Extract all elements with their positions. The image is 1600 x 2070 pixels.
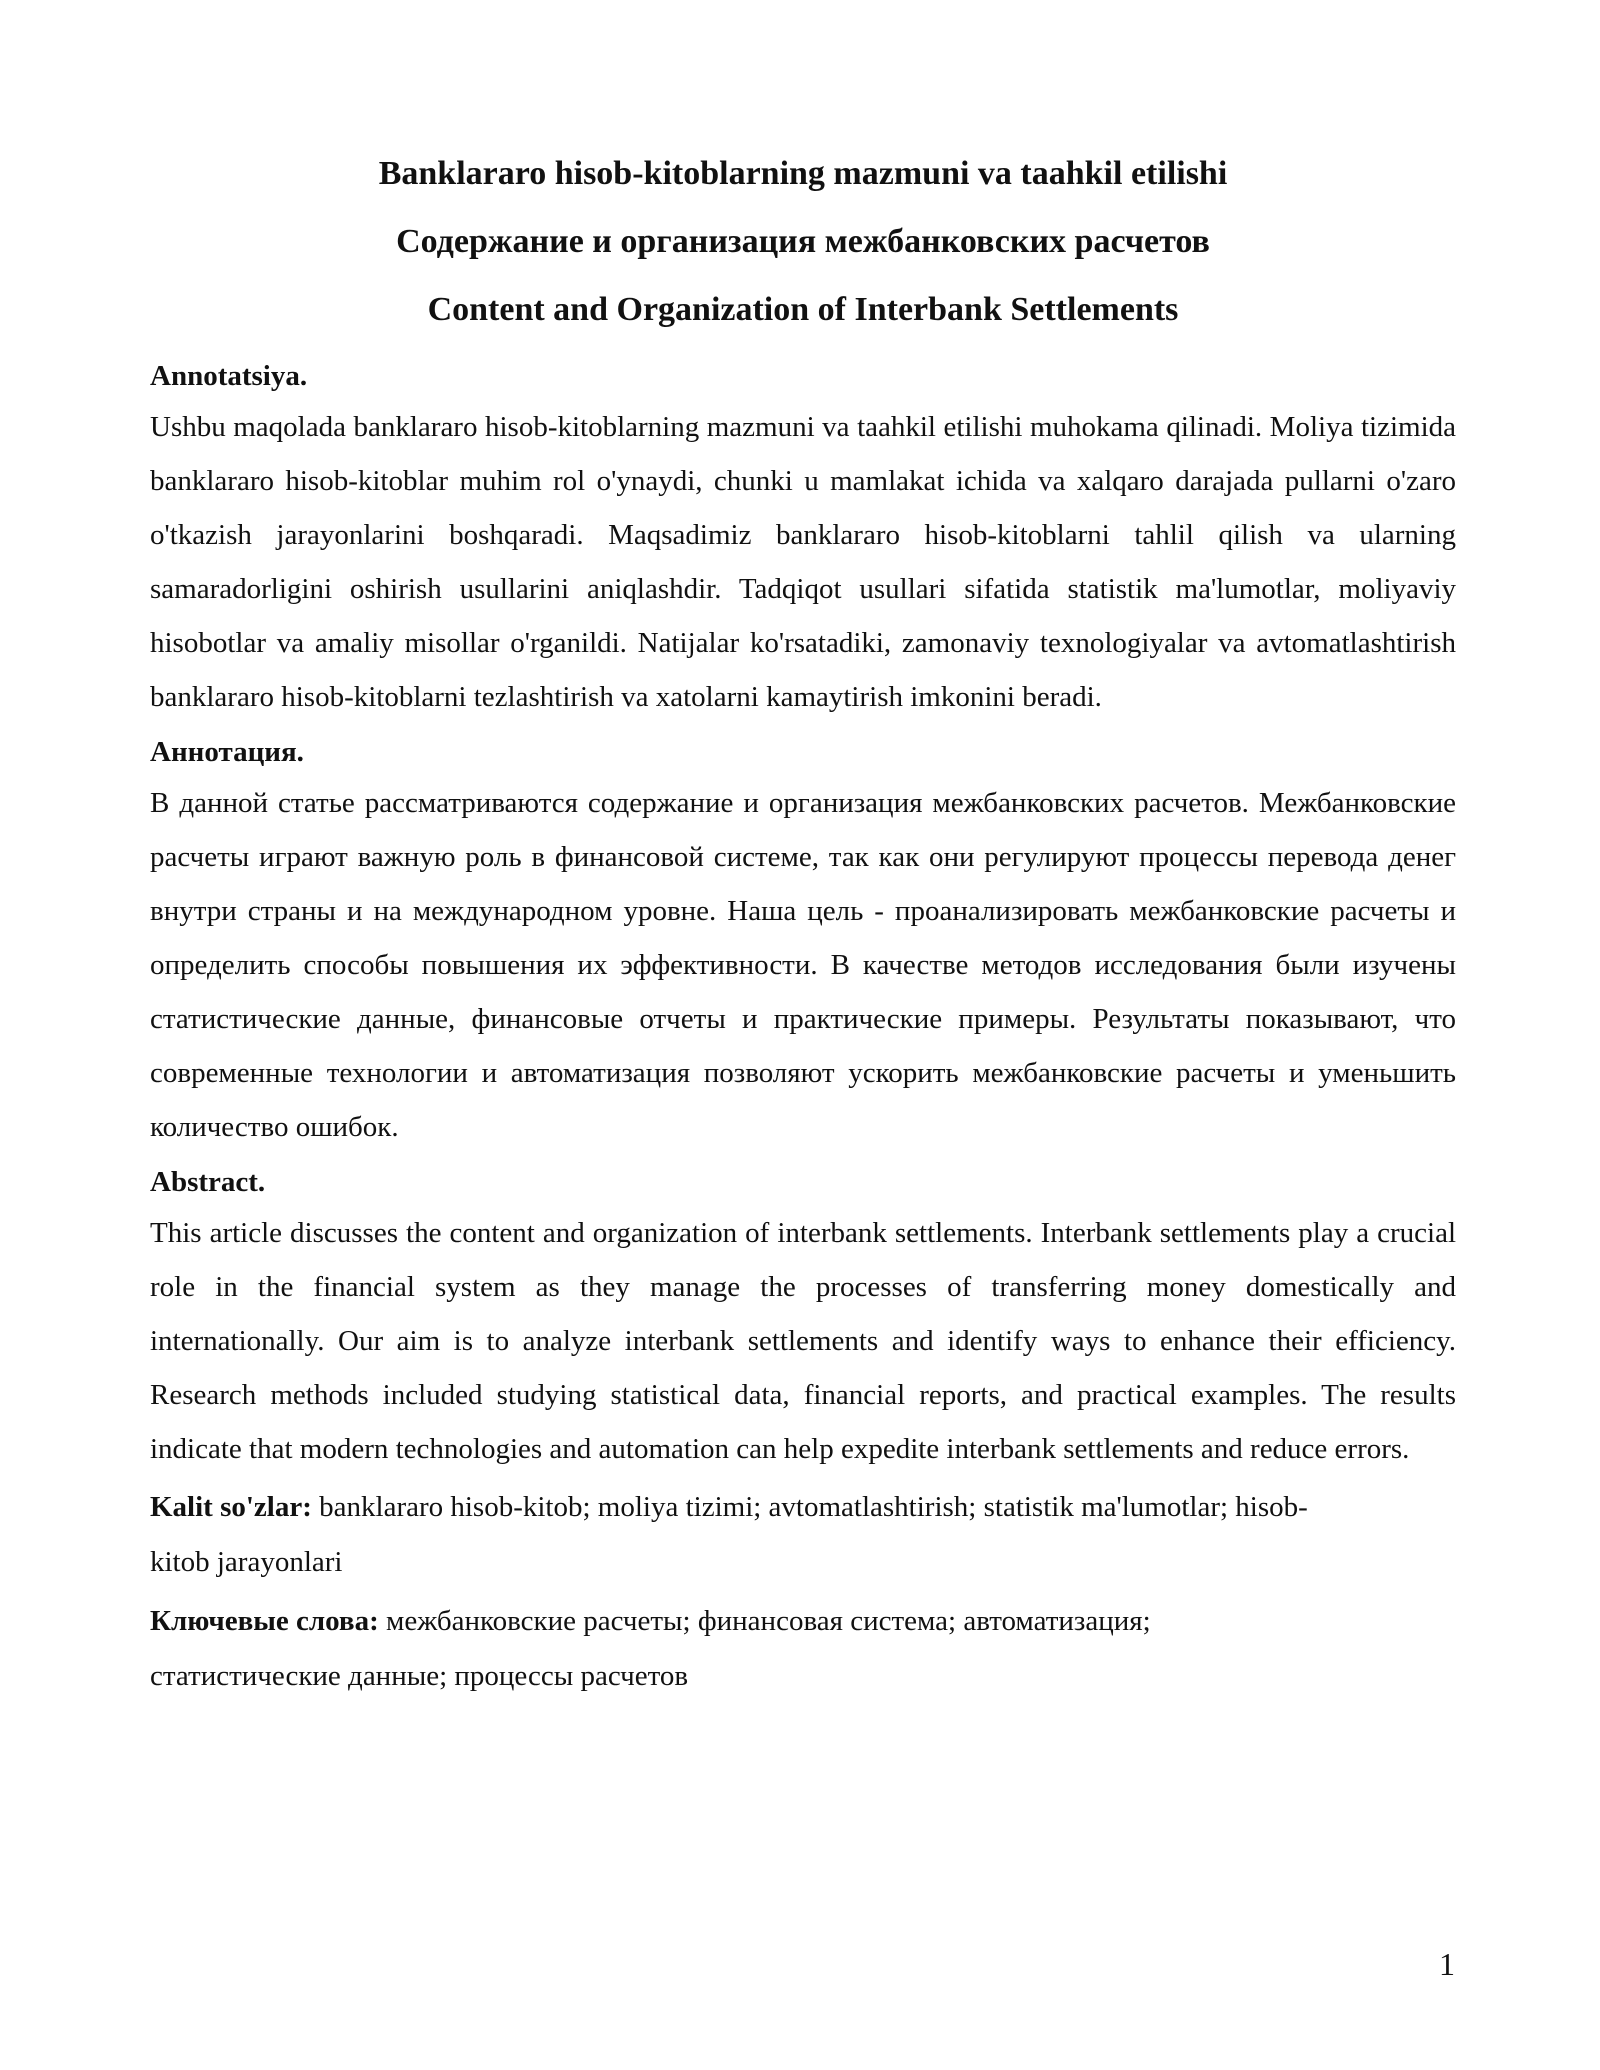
annotation-ru-heading: Аннотация. bbox=[150, 736, 304, 768]
keywords-ru-label: Ключевые слова: bbox=[150, 1605, 379, 1637]
title-uzbek: Banklararo hisob-kitoblarning mazmuni va taahkil etilishi bbox=[378, 155, 1228, 192]
annotation-uz-body: Ushbu maqolada banklararo hisob-kitoblarning mazmuni va taahkil etilishi muhokama qilinadi. Moliya tizimida banklararo hisob-kitoblar muhim rol o'ynaydi, chunki u mamlakat ichida va xalqaro darajada pullarni o'zaro o'tkazish jarayonlarini boshqaradi. Maqsadimiz banklararo hisob-kitoblarni tahlil qilish va ularning samaradorligini oshirish usullarini aniqlashdir. Tadqiqot usullari sifatida statistik ma'lumotlar, moliyaviy hisobotlar va amaliy misollar o'rganildi. Natijalar ko'rsatadiki, zamonaviy texnologiyalar va avtomatlashtirish banklararo hisob-kitoblarni tezlashtirish va xatolarni kamaytirish imkonini beradi. bbox=[150, 411, 1456, 713]
article-content bbox=[150, 352, 1456, 1708]
title-russian: Содержание и организация межбанковских расчетов bbox=[396, 223, 1210, 260]
abstract-en-body: This article discusses the content and organization of interbank settlements. Interbank settlements play a crucial role in the financial system as they manage the processes of transferring money domestically and internationally. Our aim is to analyze interbank settlements and identify ways to enhance their efficiency. Research methods included studying statistical data, financial reports, and practical examples. The results indicate that modern technologies and automation can help expedite interbank settlements and reduce errors. bbox=[150, 1217, 1456, 1465]
title-block bbox=[150, 140, 1456, 344]
keywords-ru-list-cont: статистические данные; процессы расчетов bbox=[150, 1660, 689, 1692]
keywords-uz-list-cont: kitob jarayonlari bbox=[150, 1546, 343, 1578]
page-number: 1 bbox=[1439, 1946, 1455, 1982]
abstract-en-heading: Abstract. bbox=[150, 1166, 266, 1198]
keywords-ru bbox=[150, 1594, 1456, 1704]
keywords-ru-list: межбанковские расчеты; финансовая система; автоматизация; bbox=[378, 1605, 1151, 1637]
title-english: Content and Organization of Interbank Settlements bbox=[427, 291, 1179, 328]
annotation-ru-body: В данной статье рассматриваются содержание и организация межбанковских расчетов. Межбанковские расчеты играют важную роль в финансовой системе, так как они регулируют процессы перевода денег внутри страны и на международном уровне. Наша цель - проанализировать межбанковские расчеты и определить способы повышения их эффективности. В качестве методов исследования были изучены статистические данные, финансовые отчеты и практические примеры. Результаты показывают, что современные технологии и автоматизация позволяют ускорить межбанковские расчеты и уменьшить количество ошибок. bbox=[150, 787, 1456, 1143]
annotation-uz-heading: Annotatsiya. bbox=[150, 360, 308, 392]
keywords-uz-list: banklararo hisob-kitob; moliya tizimi; avtomatlashtirish; statistik ma'lumotlar; hisob- bbox=[311, 1491, 1308, 1523]
keywords-uz bbox=[150, 1480, 1456, 1590]
keywords-uz-label: Kalit so'zlar: bbox=[150, 1491, 312, 1523]
